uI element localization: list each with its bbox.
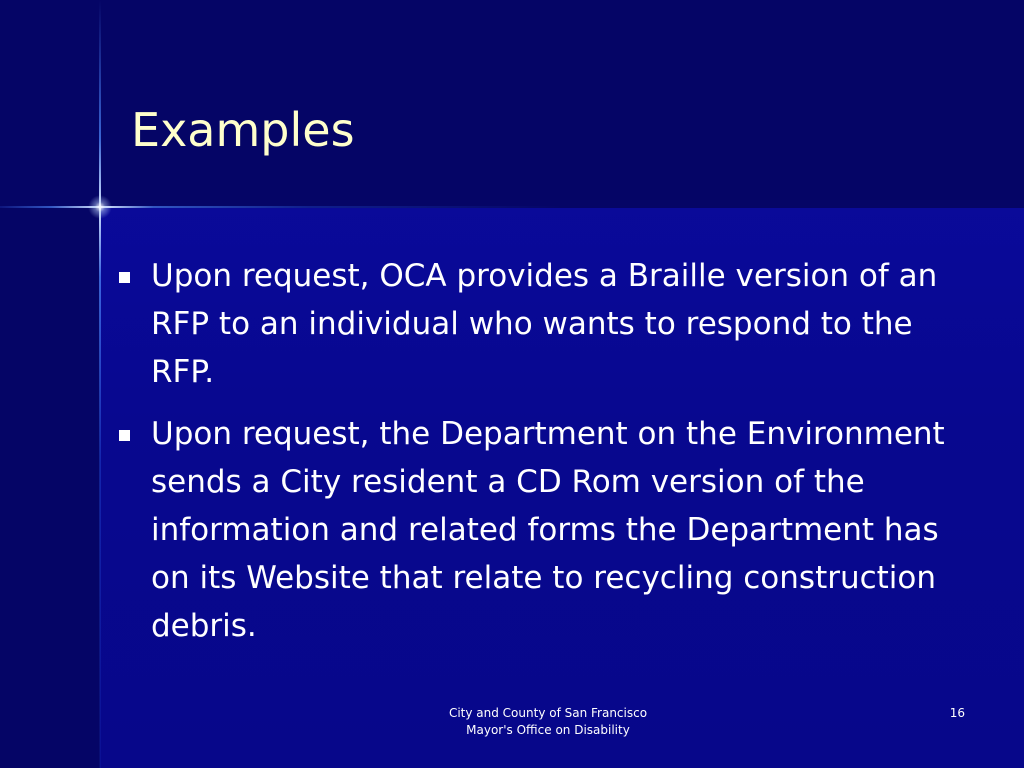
square-bullet-icon	[119, 272, 130, 283]
sparkle-decoration	[88, 195, 112, 219]
square-bullet-icon	[119, 430, 130, 441]
vertical-accent-line	[99, 0, 101, 768]
bullet-item	[113, 410, 973, 650]
slide-title: Examples	[131, 103, 355, 157]
footer-organization: City and County of San Francisco	[448, 706, 648, 720]
bullet-text: Upon request, the Department on the Environment sends a City resident a CD Rom version of the information and related forms the Department has on its Website that relate to recycling construction debris.	[151, 416, 945, 644]
left-band	[0, 0, 100, 768]
page-number: 16	[949, 706, 965, 720]
footer-office: Mayor's Office on Disability	[466, 723, 630, 737]
bullet-text: Upon request, OCA provides a Braille version of an RFP to an individual who wants to respond to the RFP.	[151, 258, 938, 390]
bullet-item	[113, 252, 973, 396]
footer	[398, 705, 698, 739]
horizontal-accent-line	[0, 206, 1024, 208]
bullet-list	[113, 252, 973, 664]
